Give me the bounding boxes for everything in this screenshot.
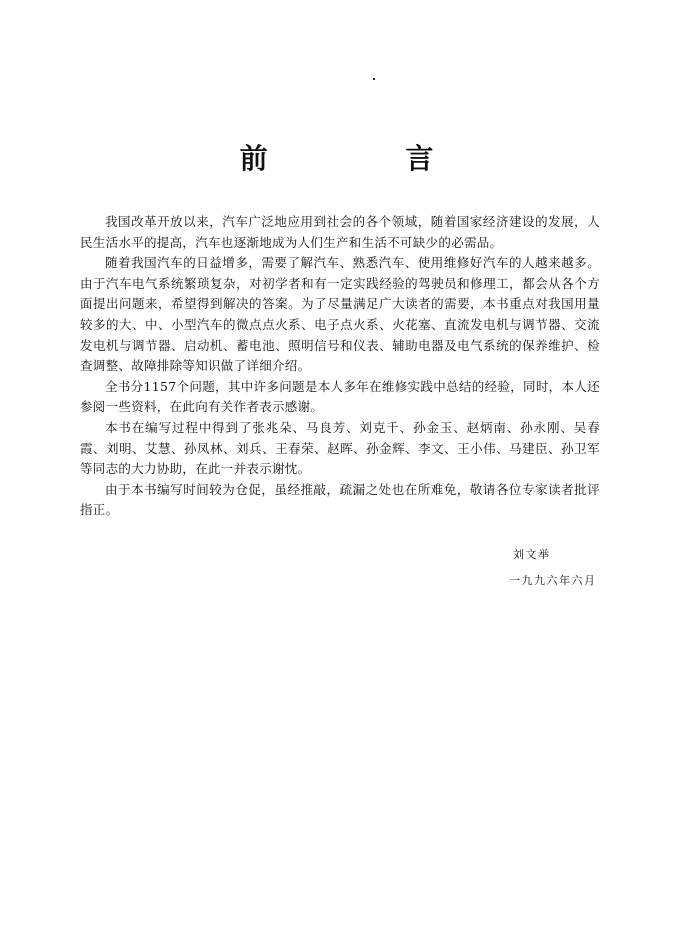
paragraph-5: 由于本书编写时间较为仓促，虽经推敲，疏漏之处也在所难免，敬请各位专家读者批评指正。 <box>80 481 600 518</box>
signature-block <box>509 542 597 594</box>
paragraph-3: 全书分1157个问题，其中许多问题是本人多年在维修实践中总结的经验，同时，本人还参阅一些资料，在此向有关作者表示感谢。 <box>80 378 600 415</box>
scan-dot-mark <box>373 78 375 80</box>
paragraph-2: 随着我国汽车的日益增多，需要了解汽车、熟悉汽车、使用维修好汽车的人越来越多。由于汽车电气系统繁琐复杂，对初学者和有一定实践经验的驾驶员和修理工，都会从各个方面提出问题来，希望得到解决的答案。为了尽量满足广大读者的需要，本书重点对我国用量较多的大、中、小型汽车的微点点火系、电子点火系、火花塞、直流发电机与调节器、交流发电机与调节器、启动机、蓄电池、照明信号和仪表、辅助电器及电气系统的保养维护、检查调整、故障排除等知识做了详细介绍。 <box>80 255 600 374</box>
paragraph-1: 我国改革开放以来，汽车广泛地应用到社会的各个领域，随着国家经济建设的发展，人民生活水平的提高，汽车也逐渐地成为人们生产和生活不可缺少的必需品。 <box>80 214 600 250</box>
signature-date: 一九九六年六月 <box>509 574 597 587</box>
paragraph-4: 本书在编写过程中得到了张兆朵、马良芳、刘克千、孙金玉、赵炳南、孙永刚、吴春霞、刘明、艾慧、孙凤林、刘兵、王春荣、赵晖、孙金辉、李文、王小伟、马建臣、孙卫军等同志的大力协助，在此一并表示谢忱。 <box>80 419 600 477</box>
preface-body <box>80 212 600 521</box>
author-name: 刘文举 <box>513 548 551 561</box>
page-title: 前 言 <box>239 142 498 175</box>
